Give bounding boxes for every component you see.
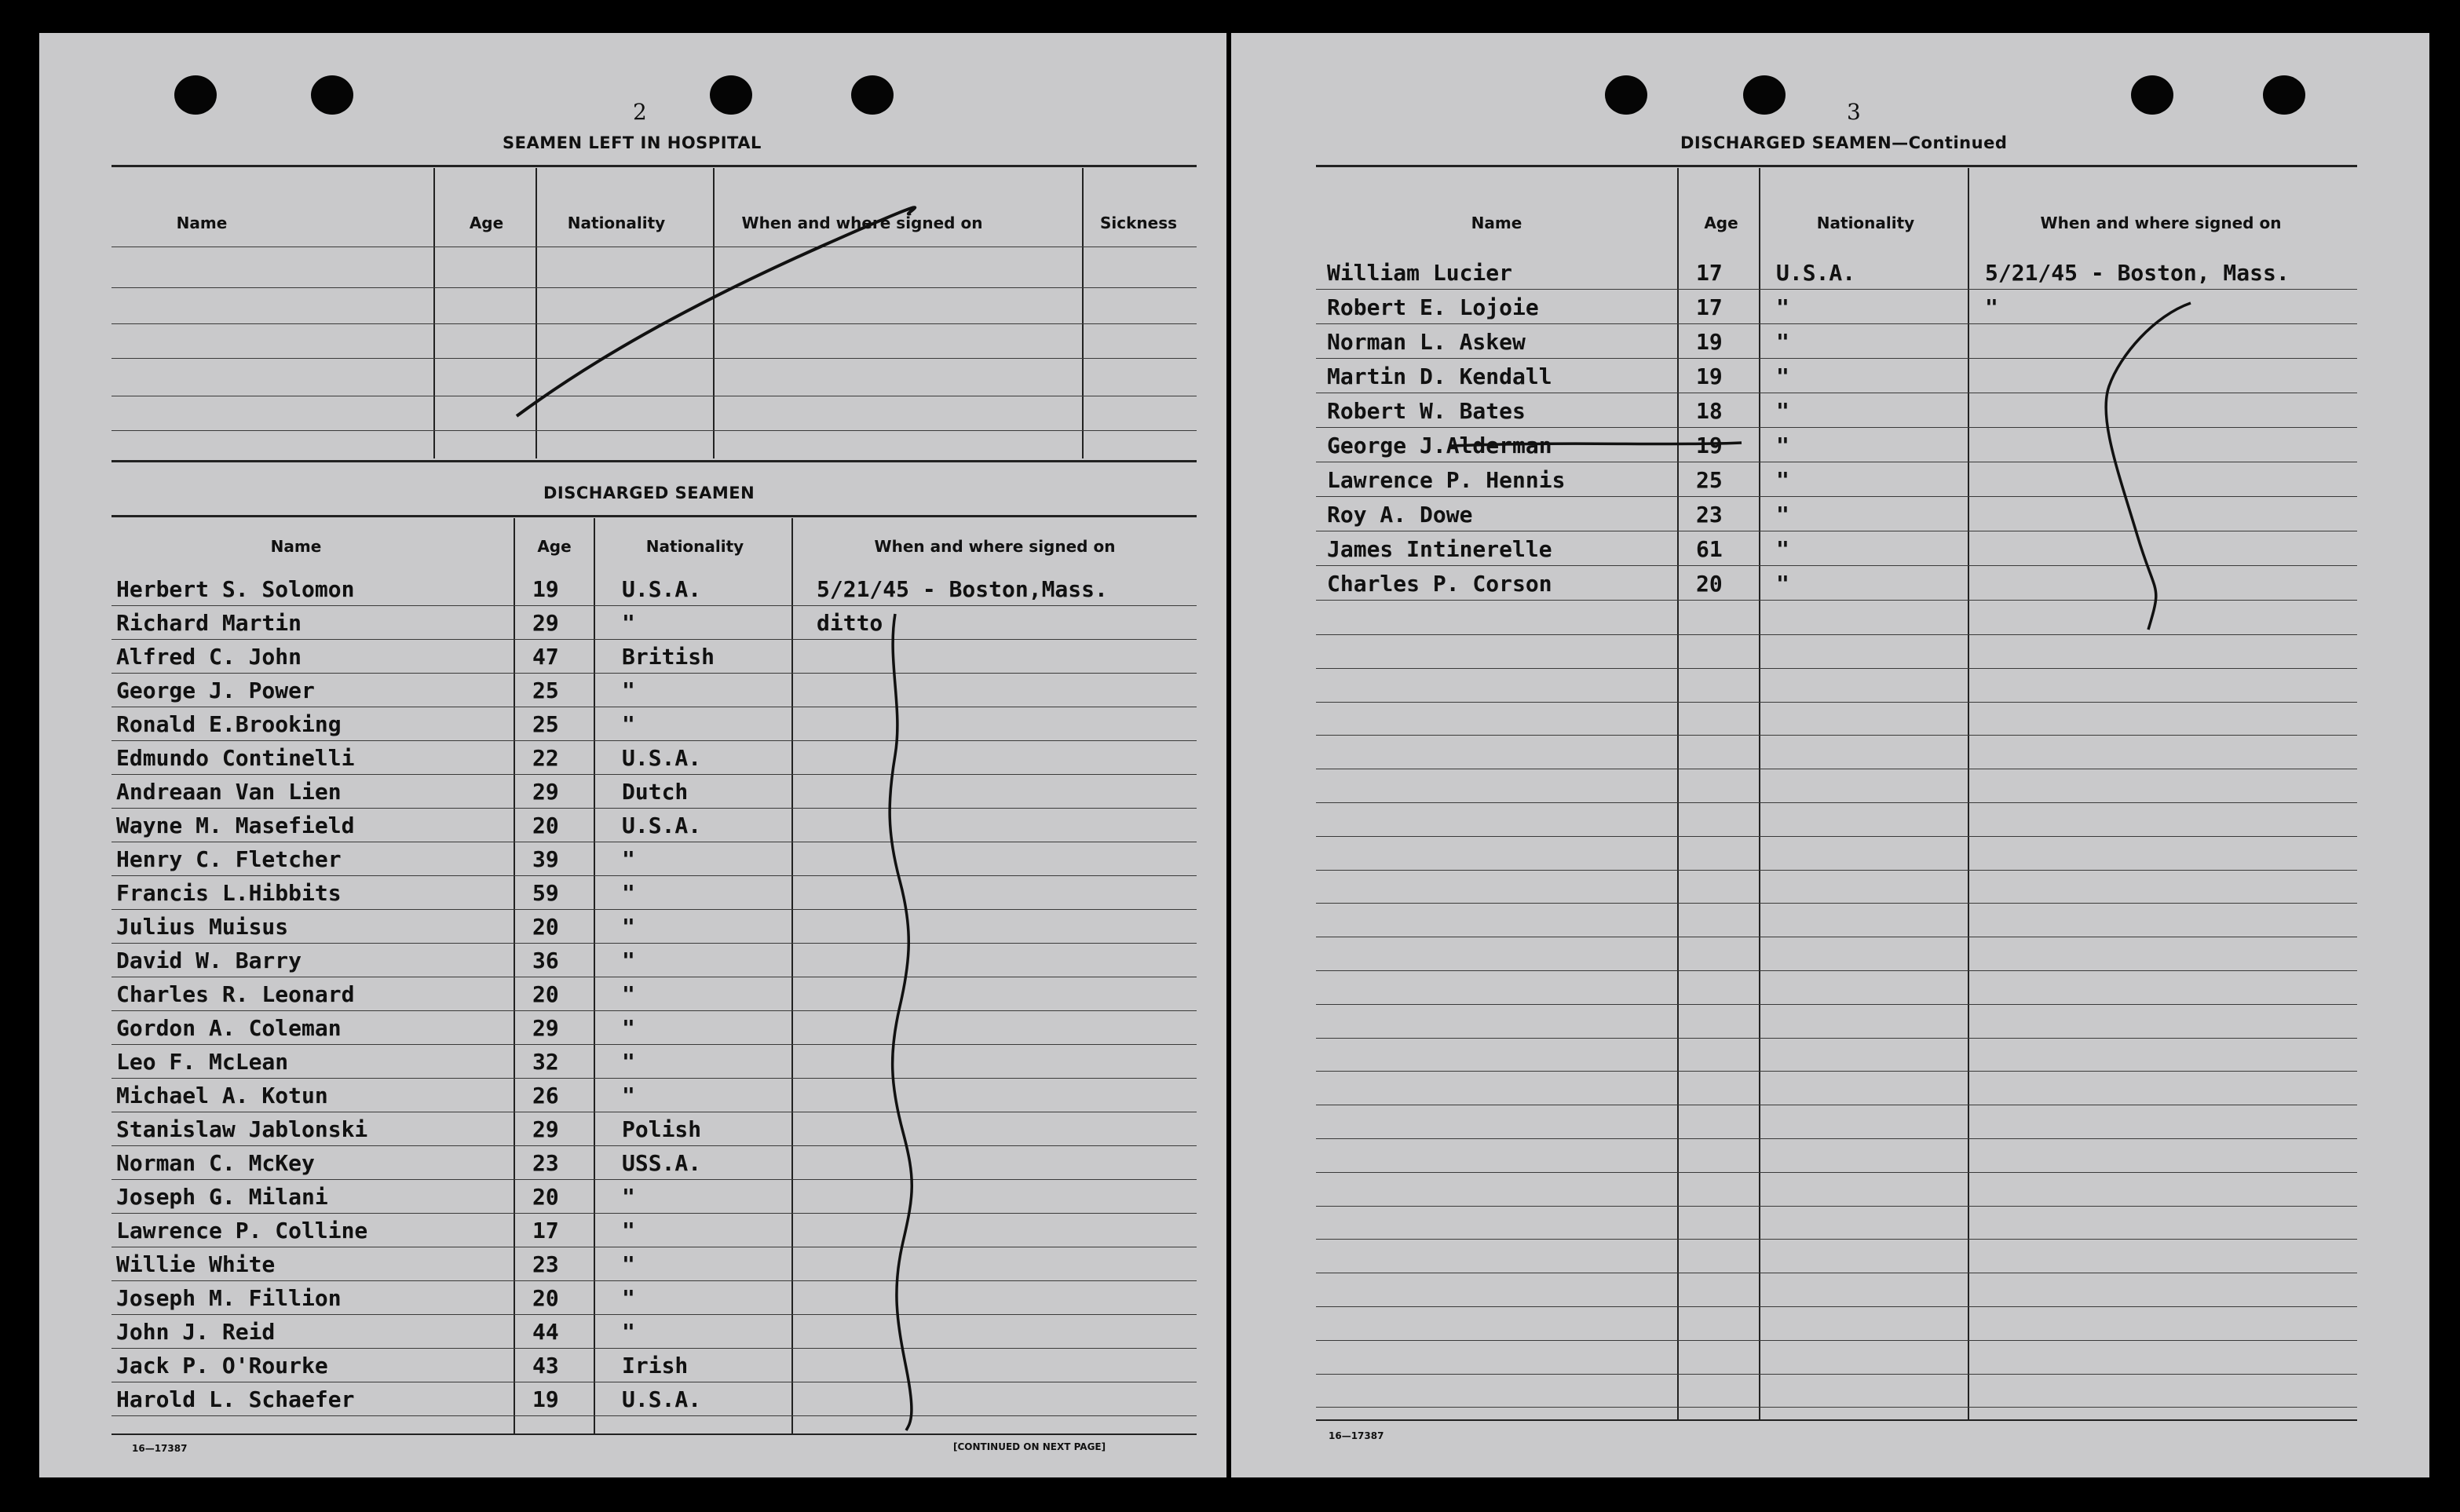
- name-cell: Roy A. Dowe: [1327, 502, 1473, 528]
- nationality-cell: ": [622, 981, 635, 1007]
- age-cell: 20: [532, 1184, 559, 1210]
- table-row: [111, 673, 1197, 707]
- nationality-cell: ": [622, 1015, 635, 1041]
- name-cell: Lawrence P. Hennis: [1327, 467, 1566, 493]
- table-row: [111, 605, 1197, 639]
- name-cell: Martin D. Kendall: [1327, 363, 1552, 389]
- table-row: [111, 1280, 1197, 1314]
- name-cell: Joseph M. Fillion: [116, 1285, 342, 1311]
- name-cell: George J.Alderman: [1327, 433, 1552, 458]
- age-cell: 25: [1696, 467, 1723, 493]
- age-cell: 32: [532, 1049, 559, 1075]
- header-nationality: Nationality: [1816, 214, 1915, 232]
- row-line: [1316, 668, 2357, 669]
- rule: [111, 1433, 1197, 1435]
- header-age: Age: [469, 214, 504, 232]
- row-line: [1316, 1206, 2357, 1207]
- table-row: [1316, 531, 2357, 565]
- row-line: [1316, 1306, 2357, 1307]
- age-cell: 19: [532, 576, 559, 602]
- age-cell: 43: [532, 1353, 559, 1379]
- table-row: [111, 707, 1197, 740]
- nationality-cell: ": [622, 948, 635, 973]
- table-row: [111, 1382, 1197, 1415]
- table-row: [1316, 565, 2357, 600]
- name-cell: Joseph G. Milani: [116, 1184, 328, 1210]
- column-divider: [535, 168, 537, 458]
- age-cell: 18: [1696, 398, 1723, 424]
- table-row: [111, 842, 1197, 875]
- age-cell: 22: [532, 745, 559, 771]
- column-divider: [1082, 168, 1084, 458]
- signed-on-cell: 5/21/45 - Boston,Mass.: [817, 576, 1108, 602]
- nationality-cell: Dutch: [622, 779, 689, 805]
- table-row: [1316, 496, 2357, 531]
- name-cell: Wayne M. Masefield: [116, 813, 355, 838]
- nationality-cell: ": [1776, 398, 1789, 424]
- row-line: [1316, 1038, 2357, 1039]
- name-cell: Charles P. Corson: [1327, 571, 1552, 597]
- row-line: [1316, 1004, 2357, 1005]
- name-cell: Charles R. Leonard: [116, 981, 355, 1007]
- row-line: [1316, 1239, 2357, 1240]
- form-number: 16—17387: [132, 1443, 188, 1454]
- punch-hole: [710, 75, 752, 115]
- page-number: 2: [633, 99, 647, 125]
- age-cell: 23: [1696, 502, 1723, 528]
- name-cell: Jack P. O'Rourke: [116, 1353, 328, 1379]
- punch-hole: [174, 75, 217, 115]
- name-cell: Julius Muisus: [116, 914, 289, 940]
- name-cell: Edmundo Continelli: [116, 745, 355, 771]
- nationality-cell: ": [622, 711, 635, 737]
- age-cell: 44: [532, 1319, 559, 1345]
- header-signed-on: When and where signed on: [874, 537, 1116, 556]
- age-cell: 23: [532, 1150, 559, 1176]
- name-cell: John J. Reid: [116, 1319, 276, 1345]
- nationality-cell: ": [622, 610, 635, 636]
- name-cell: Leo F. McLean: [116, 1049, 289, 1075]
- row-line: [1316, 1172, 2357, 1173]
- name-cell: Michael A. Kotun: [116, 1083, 328, 1108]
- row-line: [1316, 1407, 2357, 1408]
- age-cell: 26: [532, 1083, 559, 1108]
- name-cell: Henry C. Fletcher: [116, 846, 342, 872]
- table-row: [111, 572, 1197, 605]
- nationality-cell: ": [1776, 294, 1789, 320]
- nationality-cell: USS.A.: [622, 1150, 702, 1176]
- left-page: [39, 33, 1226, 1477]
- table-row: [111, 943, 1197, 977]
- age-cell: 29: [532, 610, 559, 636]
- rule: [111, 460, 1197, 462]
- name-cell: Andreaan Van Lien: [116, 779, 342, 805]
- nationality-cell: ": [622, 914, 635, 940]
- age-cell: 25: [532, 711, 559, 737]
- name-cell: Robert W. Bates: [1327, 398, 1526, 424]
- row-line: [1316, 702, 2357, 703]
- nationality-cell: ": [1776, 329, 1789, 355]
- name-cell: Ronald E.Brooking: [116, 711, 342, 737]
- rule: [111, 515, 1197, 517]
- age-cell: 19: [1696, 433, 1723, 458]
- table-row: [1316, 462, 2357, 496]
- name-cell: Alfred C. John: [116, 644, 302, 670]
- nationality-cell: ": [1776, 571, 1789, 597]
- nationality-cell: ": [622, 1285, 635, 1311]
- age-cell: 47: [532, 644, 559, 670]
- nationality-cell: ": [622, 1251, 635, 1277]
- table-row: [111, 740, 1197, 774]
- punch-hole: [1605, 75, 1647, 115]
- table-row: [111, 875, 1197, 909]
- table-row: [111, 1044, 1197, 1078]
- nationality-cell: U.S.A.: [622, 745, 702, 771]
- row-line: [1316, 836, 2357, 837]
- header-sickness: Sickness: [1099, 214, 1178, 232]
- age-cell: 20: [532, 914, 559, 940]
- table-row: [111, 1010, 1197, 1044]
- table-row: [111, 639, 1197, 673]
- row-line: [1316, 634, 2357, 635]
- name-cell: Stanislaw Jablonski: [116, 1116, 368, 1142]
- row-line: [1316, 1340, 2357, 1341]
- name-cell: Robert E. Lojoie: [1327, 294, 1539, 320]
- nationality-cell: Irish: [622, 1353, 689, 1379]
- table-row: [111, 1314, 1197, 1348]
- nationality-cell: U.S.A.: [622, 813, 702, 838]
- table-row: [111, 808, 1197, 842]
- form-number: 16—17387: [1329, 1430, 1384, 1441]
- row-line: [1316, 870, 2357, 871]
- name-cell: Norman C. McKey: [116, 1150, 315, 1176]
- table-row: [111, 909, 1197, 943]
- discharged-continued-title: DISCHARGED SEAMEN—Continued: [1680, 133, 2008, 152]
- name-cell: William Lucier: [1327, 260, 1513, 286]
- table-row: [1316, 289, 2357, 323]
- table-row: [111, 1145, 1197, 1179]
- age-cell: 25: [532, 677, 559, 703]
- punch-hole: [311, 75, 353, 115]
- nationality-cell: ": [1776, 467, 1789, 493]
- header-name: Name: [176, 214, 228, 232]
- rule: [1316, 1419, 2357, 1421]
- name-cell: Gordon A. Coleman: [116, 1015, 342, 1041]
- continued-note: [CONTINUED ON NEXT PAGE]: [953, 1441, 1106, 1452]
- age-cell: 19: [532, 1386, 559, 1412]
- nationality-cell: U.S.A.: [622, 1386, 702, 1412]
- row-line: [1316, 600, 2357, 601]
- punch-hole: [2263, 75, 2305, 115]
- row-line: [111, 323, 1197, 324]
- row-line: [111, 430, 1197, 431]
- nationality-cell: U.S.A.: [1776, 260, 1856, 286]
- header-age: Age: [537, 537, 572, 556]
- nationality-cell: ": [1776, 536, 1789, 562]
- age-cell: 23: [532, 1251, 559, 1277]
- header-name: Name: [1471, 214, 1522, 232]
- name-cell: David W. Barry: [116, 948, 302, 973]
- table-row: [111, 1213, 1197, 1247]
- name-cell: Francis L.Hibbits: [116, 880, 342, 906]
- nationality-cell: ": [622, 1083, 635, 1108]
- header-name: Name: [270, 537, 322, 556]
- punch-hole: [1743, 75, 1786, 115]
- rule: [111, 165, 1197, 167]
- header-signed-on: When and where signed on: [741, 214, 983, 232]
- table-row: [1316, 393, 2357, 427]
- age-cell: 20: [532, 1285, 559, 1311]
- age-cell: 36: [532, 948, 559, 973]
- punch-hole: [851, 75, 894, 115]
- header-signed-on: When and where signed on: [2040, 214, 2282, 232]
- nationality-cell: U.S.A.: [622, 576, 702, 602]
- table-row: [111, 1112, 1197, 1145]
- row-line: [1316, 903, 2357, 904]
- discharged-table: [111, 518, 1197, 1433]
- page-number: 3: [1847, 99, 1861, 125]
- header-age: Age: [1704, 214, 1738, 232]
- age-cell: 17: [1696, 294, 1723, 320]
- age-cell: 59: [532, 880, 559, 906]
- name-cell: Harold L. Schaefer: [116, 1386, 355, 1412]
- row-line: [111, 287, 1197, 288]
- table-row: [111, 1247, 1197, 1280]
- table-row: [111, 774, 1197, 808]
- nationality-cell: ": [622, 677, 635, 703]
- table-row: [111, 977, 1197, 1010]
- header-nationality: Nationality: [567, 214, 666, 232]
- row-line: [1316, 735, 2357, 736]
- name-cell: Willie White: [116, 1251, 276, 1277]
- age-cell: 20: [532, 981, 559, 1007]
- age-cell: 29: [532, 1015, 559, 1041]
- nationality-cell: British: [622, 644, 715, 670]
- nationality-cell: ": [622, 846, 635, 872]
- nationality-cell: ": [1776, 363, 1789, 389]
- table-row: [1316, 358, 2357, 393]
- discharged-section-title: DISCHARGED SEAMEN: [543, 484, 755, 502]
- punch-hole: [2131, 75, 2173, 115]
- name-cell: James Intinerelle: [1327, 536, 1552, 562]
- row-line: [111, 1415, 1197, 1416]
- hospital-table: [111, 168, 1197, 458]
- table-row: [1316, 427, 2357, 462]
- rule: [1316, 165, 2357, 167]
- signed-on-cell: ": [1985, 294, 1998, 320]
- age-cell: 29: [532, 779, 559, 805]
- age-cell: 17: [532, 1218, 559, 1244]
- age-cell: 61: [1696, 536, 1723, 562]
- name-cell: Herbert S. Solomon: [116, 576, 355, 602]
- age-cell: 39: [532, 846, 559, 872]
- signed-on-cell: ditto: [817, 610, 883, 636]
- row-line: [1316, 802, 2357, 803]
- nationality-cell: ": [622, 1184, 635, 1210]
- name-cell: Norman L. Askew: [1327, 329, 1526, 355]
- age-cell: 20: [532, 813, 559, 838]
- table-row: [111, 1179, 1197, 1213]
- hospital-section-title: SEAMEN LEFT IN HOSPITAL: [503, 133, 762, 152]
- nationality-cell: ": [622, 1319, 635, 1345]
- nationality-cell: ": [1776, 502, 1789, 528]
- signed-on-cell: 5/21/45 - Boston, Mass.: [1985, 260, 2290, 286]
- row-line: [1316, 1374, 2357, 1375]
- table-row: [111, 1078, 1197, 1112]
- row-line: [1316, 970, 2357, 971]
- right-page: [1231, 33, 2429, 1477]
- row-line: [111, 358, 1197, 359]
- row-line: [1316, 1138, 2357, 1139]
- table-row: [1316, 323, 2357, 358]
- column-divider: [713, 168, 715, 458]
- age-cell: 19: [1696, 363, 1723, 389]
- name-cell: George J. Power: [116, 677, 315, 703]
- column-divider: [433, 168, 435, 458]
- age-cell: 19: [1696, 329, 1723, 355]
- header-nationality: Nationality: [645, 537, 744, 556]
- nationality-cell: ": [622, 880, 635, 906]
- age-cell: 20: [1696, 571, 1723, 597]
- nationality-cell: ": [1776, 433, 1789, 458]
- discharged-continued-table: [1316, 168, 2357, 1419]
- name-cell: Lawrence P. Colline: [116, 1218, 368, 1244]
- name-cell: Richard Martin: [116, 610, 302, 636]
- age-cell: 29: [532, 1116, 559, 1142]
- nationality-cell: ": [622, 1049, 635, 1075]
- nationality-cell: ": [622, 1218, 635, 1244]
- table-row: [111, 1348, 1197, 1382]
- row-line: [1316, 1071, 2357, 1072]
- nationality-cell: Polish: [622, 1116, 702, 1142]
- age-cell: 17: [1696, 260, 1723, 286]
- table-row: [1316, 254, 2357, 289]
